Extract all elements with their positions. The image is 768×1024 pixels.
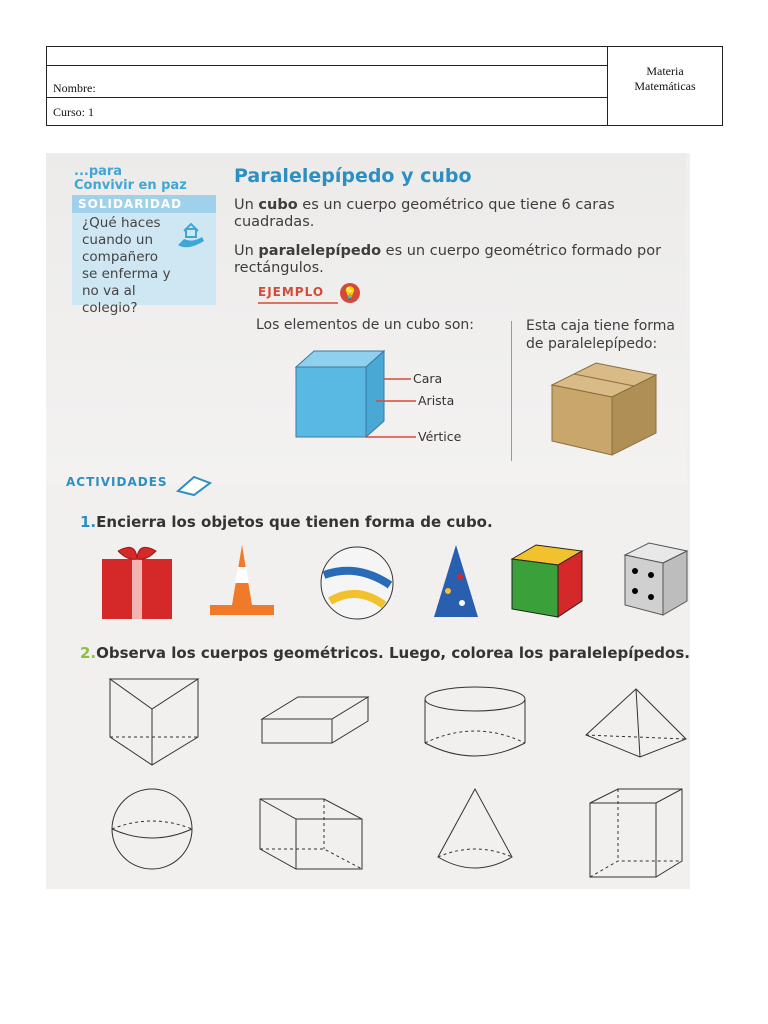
sphere-drawing[interactable] <box>96 787 208 871</box>
materia-value: Matemáticas <box>634 79 696 93</box>
gift-box-image[interactable] <box>96 541 180 623</box>
cube-drawing[interactable] <box>586 787 690 881</box>
cone-drawing[interactable] <box>430 785 520 873</box>
question-number: 2. <box>80 644 97 662</box>
term-cubo: cubo <box>258 197 298 213</box>
text: es un cuerpo geométrico que tiene 6 caras cuadradas. <box>234 197 615 230</box>
question-2 <box>80 644 690 662</box>
actividades-label: ACTIVIDADES <box>66 475 168 489</box>
term-paralelepipedo: paralelepípedo <box>258 243 382 259</box>
subject-cell <box>608 64 722 94</box>
question-text: Observa los cuerpos geométricos. Luego, colorea los paralelepípedos. <box>96 644 690 662</box>
dice-image[interactable] <box>621 541 690 617</box>
rubiks-cube-image[interactable] <box>506 541 586 621</box>
party-hat-image[interactable] <box>426 541 486 623</box>
para-label: ...para <box>74 164 123 179</box>
text: Un <box>234 243 259 259</box>
table-rule <box>47 97 607 98</box>
volleyball-image[interactable] <box>312 541 402 621</box>
vertice-label: Vértice <box>418 429 462 444</box>
elementos-text: Los elementos de un cubo son: <box>256 317 474 333</box>
lightbulb-icon: 💡 <box>340 283 360 303</box>
solidaridad-question: ¿Qué haces cuando un compañero se enferma y no va al colegio? <box>82 215 171 316</box>
solidaridad-box <box>72 195 216 316</box>
cardboard-box-image <box>546 357 662 457</box>
convivir-label: Convivir en paz <box>74 178 187 193</box>
convivir-heading <box>74 165 187 193</box>
solidaridad-title: SOLIDARIDAD <box>72 195 216 213</box>
book-icon <box>174 471 214 497</box>
curso-field: Curso: 1 <box>53 105 95 119</box>
arista-label: Arista <box>418 393 455 408</box>
question-text: Encierra los objetos que tienen forma de cubo. <box>96 513 493 531</box>
paralelepipedo-definition <box>234 243 674 277</box>
table-rule <box>47 65 607 66</box>
helping-hands-icon <box>174 221 210 257</box>
cara-label: Cara <box>413 371 443 386</box>
caja-text: Esta caja tiene forma de paralelepípedo: <box>526 318 676 352</box>
header-table <box>46 46 723 126</box>
cubo-definition <box>234 197 654 231</box>
traffic-cone-image[interactable] <box>206 541 278 623</box>
question-1 <box>80 513 493 531</box>
text: es un cuerpo geométrico formado por rectángulos. <box>234 243 662 276</box>
square-pyramid-drawing[interactable] <box>582 685 690 761</box>
cylinder-drawing[interactable] <box>420 683 530 763</box>
textbook-scan <box>46 153 690 889</box>
lesson-title: Paralelepípedo y cubo <box>234 165 472 187</box>
column-divider <box>511 321 512 461</box>
rectangular-prism-long-drawing[interactable] <box>258 691 374 749</box>
rectangular-prism-drawing[interactable] <box>256 791 370 873</box>
triangular-prism-drawing[interactable] <box>106 673 206 769</box>
materia-label: Materia <box>646 64 684 78</box>
nombre-field[interactable]: Nombre: <box>53 81 96 95</box>
ejemplo-label: EJEMPLO <box>258 285 325 299</box>
text: Un <box>234 197 259 213</box>
question-number: 1. <box>80 513 97 531</box>
ejemplo-underline <box>258 301 338 309</box>
